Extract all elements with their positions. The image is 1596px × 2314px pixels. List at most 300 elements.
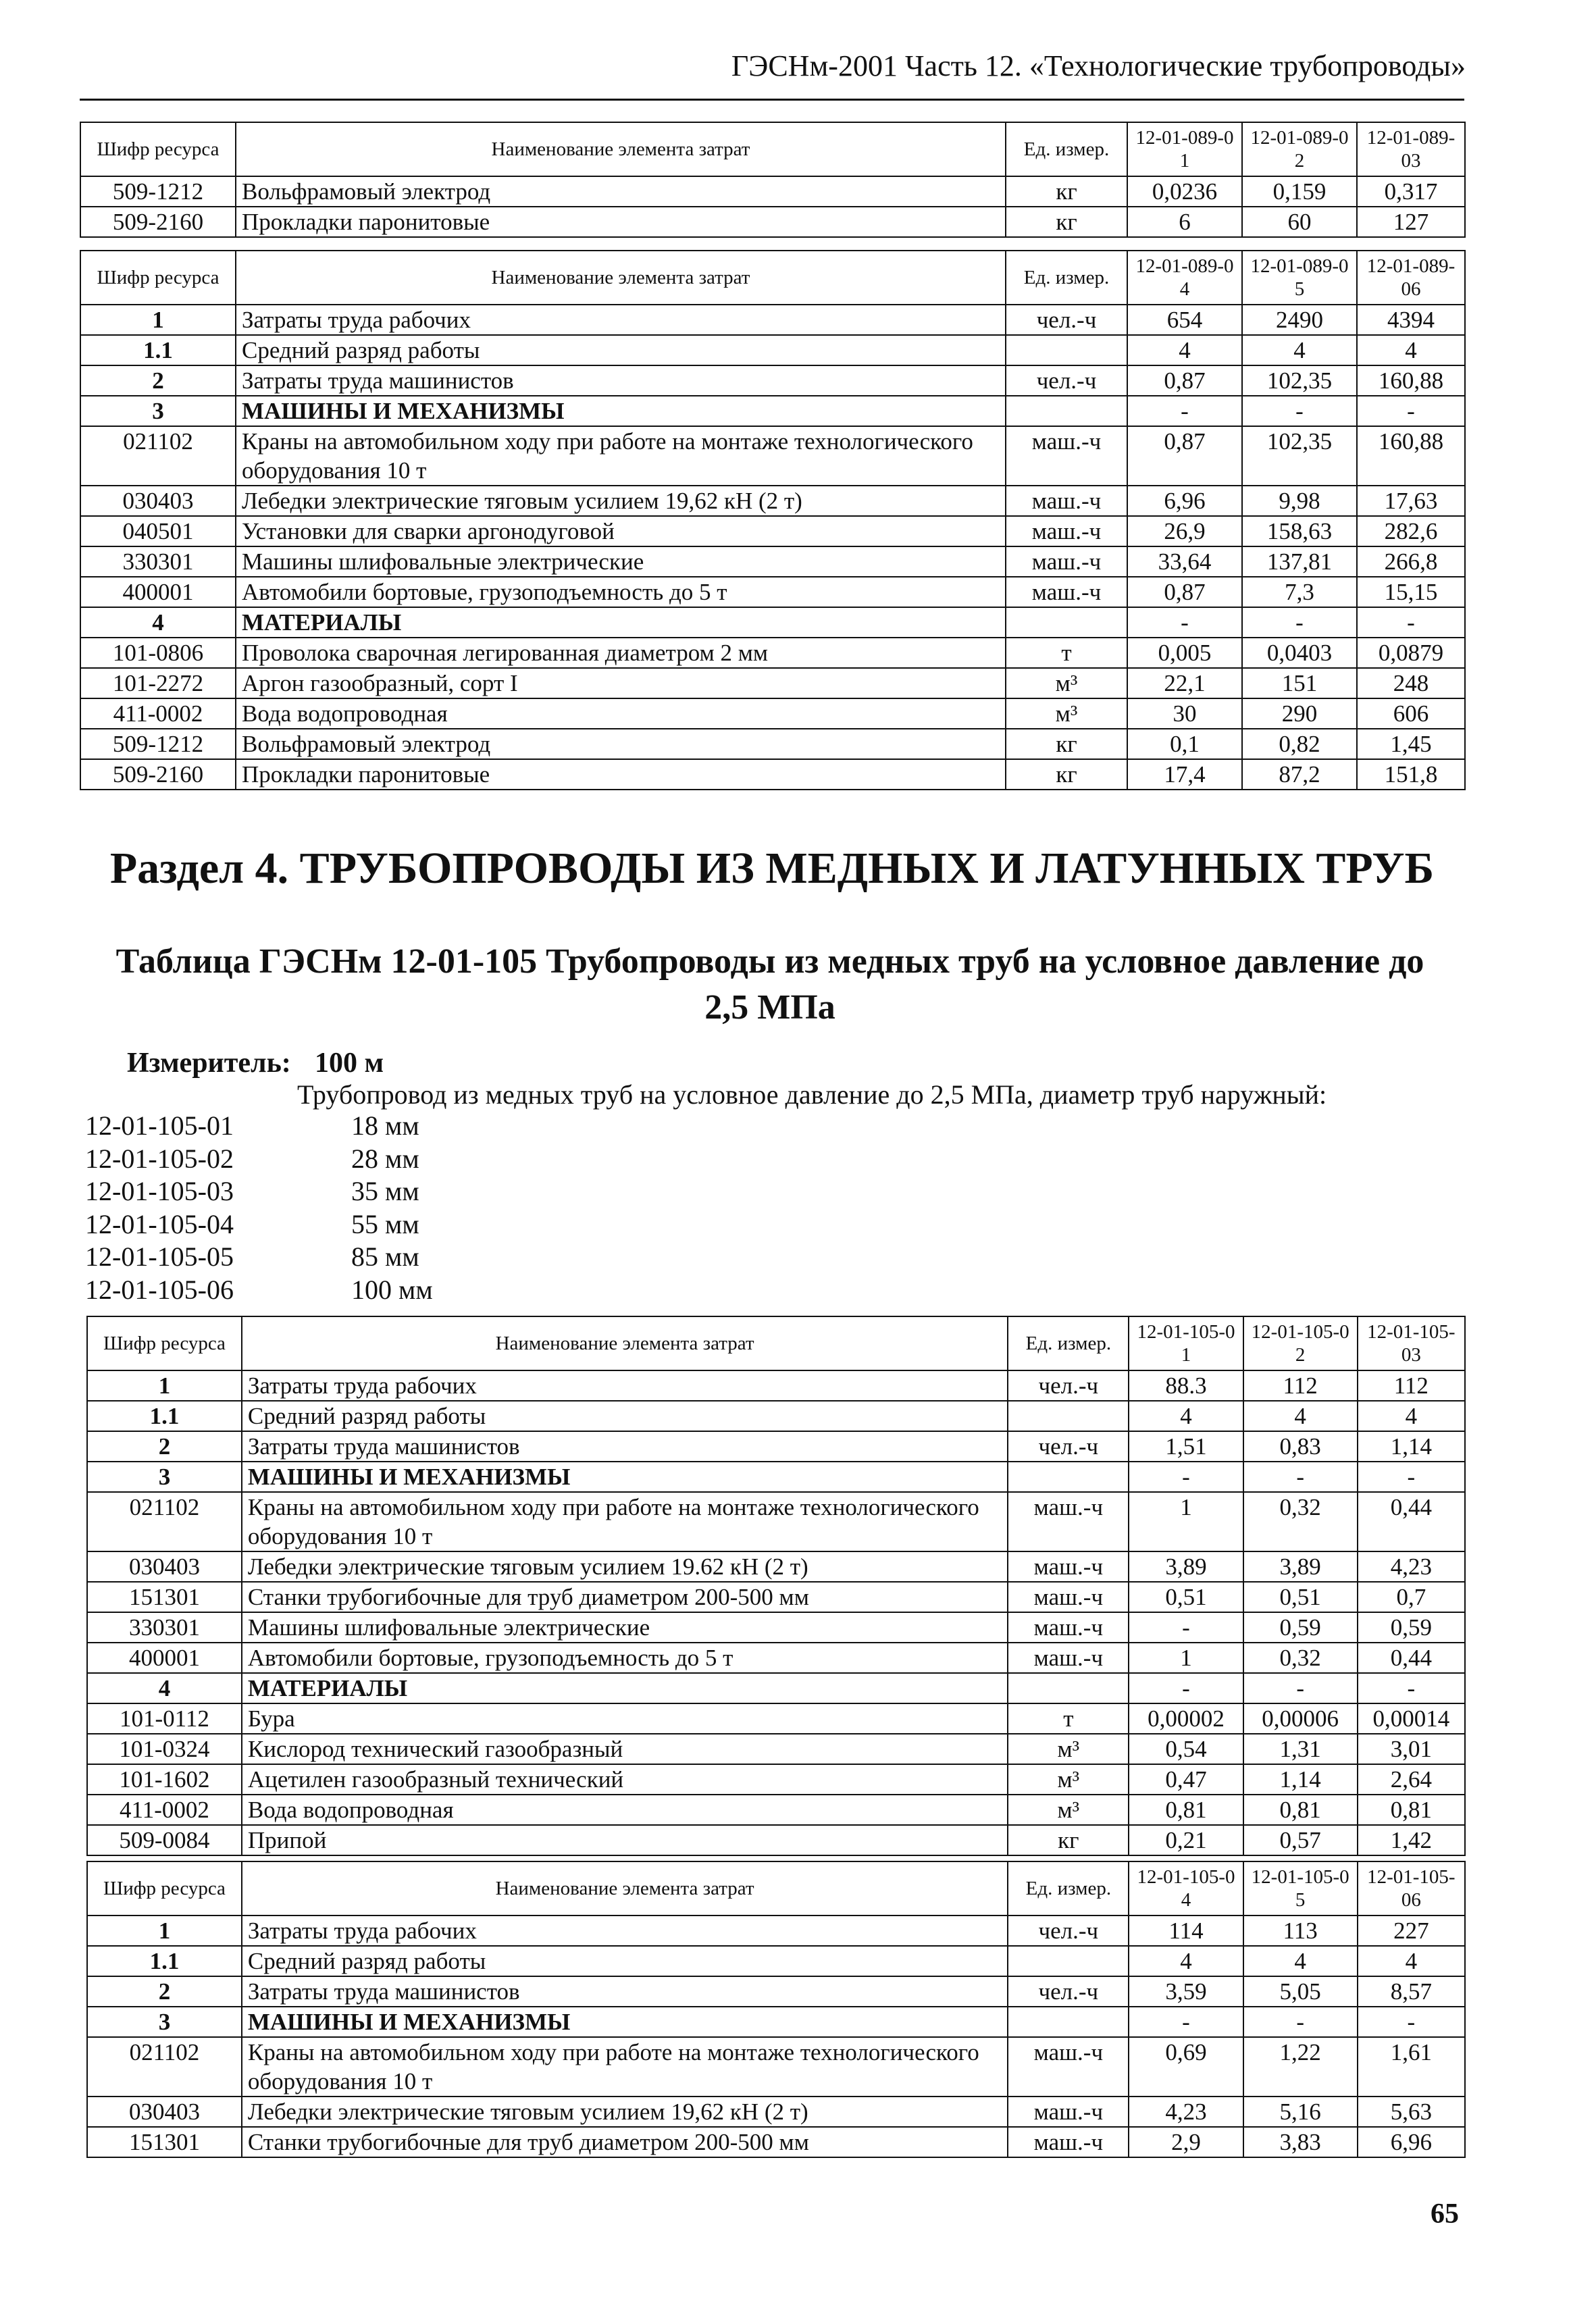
resource-name: МАШИНЫ И МЕХАНИЗМЫ — [242, 1462, 1008, 1492]
resource-code: 4 — [80, 607, 236, 638]
table-row — [87, 1492, 1465, 1551]
resource-value: 0,51 — [1129, 1582, 1243, 1612]
resource-value: - — [1243, 1673, 1358, 1703]
resource-value: 87,2 — [1242, 759, 1357, 790]
resource-name: Вольфрамовый электрод — [236, 729, 1006, 759]
table-row — [87, 1643, 1465, 1673]
resource-unit — [1008, 1401, 1129, 1431]
resource-value: 6,96 — [1358, 2127, 1465, 2157]
resource-value: 158,63 — [1242, 516, 1357, 546]
resource-value: 0,82 — [1242, 729, 1357, 759]
norm-code: 12-01-105-04 — [85, 1208, 234, 1239]
resource-value: 0,1 — [1127, 729, 1242, 759]
resource-value: 112 — [1358, 1370, 1465, 1401]
resource-code: 101-1602 — [87, 1764, 242, 1795]
resource-value: 0,0879 — [1357, 638, 1465, 668]
resource-value: 1,51 — [1129, 1431, 1243, 1462]
resource-unit: маш.-ч — [1008, 2037, 1129, 2097]
resource-unit — [1008, 1673, 1129, 1703]
list-item — [85, 1143, 558, 1176]
resource-value: 33,64 — [1127, 546, 1242, 577]
resource-value: 4 — [1243, 1401, 1358, 1431]
resource-unit: чел.-ч — [1008, 1431, 1129, 1462]
table-row — [80, 396, 1465, 426]
norm-code: 12-01-105-02 — [85, 1143, 234, 1174]
resource-value: 266,8 — [1357, 546, 1465, 577]
resource-table-089-b — [80, 250, 1466, 790]
resource-table-089-a — [80, 122, 1466, 238]
column-header-name: Наименование элемента затрат — [236, 251, 1006, 305]
resource-value: 88.3 — [1129, 1370, 1243, 1401]
resource-unit: маш.-ч — [1008, 2127, 1129, 2157]
resource-value: 0,87 — [1127, 365, 1242, 396]
resource-name: Лебедки электрические тяговым усилием 19,62 кН (2 т) — [236, 486, 1006, 516]
resource-value: 5,16 — [1243, 2097, 1358, 2127]
resource-value: 0,81 — [1129, 1795, 1243, 1825]
column-header-norm: 12-01-105-01 — [1129, 1316, 1243, 1370]
norm-code: 12-01-105-01 — [85, 1110, 234, 1141]
resource-code: 509-1212 — [80, 176, 236, 207]
resource-name: Затраты труда машинистов — [242, 1976, 1008, 2007]
resource-value: - — [1358, 2007, 1465, 2037]
resource-value: - — [1127, 396, 1242, 426]
resource-value: 248 — [1357, 668, 1465, 698]
resource-value: 127 — [1357, 207, 1465, 237]
resource-value: - — [1358, 1462, 1465, 1492]
resource-value: 4 — [1127, 335, 1242, 365]
resource-code: 1.1 — [80, 335, 236, 365]
resource-value: 60 — [1242, 207, 1357, 237]
resource-value: 0,69 — [1129, 2037, 1243, 2097]
resource-code: 030403 — [80, 486, 236, 516]
resource-code: 330301 — [80, 546, 236, 577]
table-row — [87, 1795, 1465, 1825]
resource-name: Лебедки электрические тяговым усилием 19,62 кН (2 т) — [242, 2097, 1008, 2127]
resource-value: 0,81 — [1358, 1795, 1465, 1825]
column-header-norm: 12-01-105-06 — [1358, 1861, 1465, 1916]
resource-value: 113 — [1243, 1916, 1358, 1946]
header-divider — [80, 99, 1464, 101]
resource-value: 9,98 — [1242, 486, 1357, 516]
table-row — [87, 1612, 1465, 1643]
resource-unit: маш.-ч — [1008, 1492, 1129, 1551]
resource-name: Припой — [242, 1825, 1008, 1855]
resource-value: 0,81 — [1243, 1795, 1358, 1825]
resource-value: 290 — [1242, 698, 1357, 729]
norm-code: 12-01-105-06 — [85, 1274, 234, 1305]
resource-value: 137,81 — [1242, 546, 1357, 577]
column-header-norm: 12-01-105-02 — [1243, 1316, 1358, 1370]
resource-value: 102,35 — [1242, 365, 1357, 396]
resource-code: 509-2160 — [80, 207, 236, 237]
resource-value: 0,00006 — [1243, 1703, 1358, 1734]
resource-unit — [1008, 1946, 1129, 1976]
resource-code: 101-0112 — [87, 1703, 242, 1734]
column-header-unit: Ед. измер. — [1006, 251, 1127, 305]
resource-code: 021102 — [80, 426, 236, 486]
resource-unit: м³ — [1006, 698, 1127, 729]
resource-code: 1 — [87, 1370, 242, 1401]
resource-code: 101-0806 — [80, 638, 236, 668]
resource-name: Аргон газообразный, сорт I — [236, 668, 1006, 698]
table-row — [87, 1703, 1465, 1734]
pipe-diameter: 18 мм — [351, 1110, 419, 1141]
resource-value: - — [1127, 607, 1242, 638]
resource-value: 4394 — [1357, 305, 1465, 335]
resource-value: 2,64 — [1358, 1764, 1465, 1795]
resource-name: Вольфрамовый электрод — [236, 176, 1006, 207]
resource-code: 021102 — [87, 1492, 242, 1551]
column-header-norm: 12-01-089-04 — [1127, 251, 1242, 305]
resource-code: 151301 — [87, 1582, 242, 1612]
table-row — [80, 335, 1465, 365]
resource-value: 0,005 — [1127, 638, 1242, 668]
resource-unit: т — [1006, 638, 1127, 668]
resource-unit: маш.-ч — [1008, 1551, 1129, 1582]
resource-value: - — [1242, 396, 1357, 426]
resource-unit: маш.-ч — [1008, 1643, 1129, 1673]
table-row — [87, 2007, 1465, 2037]
resource-value: 227 — [1358, 1916, 1465, 1946]
resource-value: 4 — [1129, 1946, 1243, 1976]
resource-code: 509-1212 — [80, 729, 236, 759]
table-row — [80, 729, 1465, 759]
resource-value: 4 — [1129, 1401, 1243, 1431]
resource-value: 606 — [1357, 698, 1465, 729]
norm-code-list — [85, 1110, 558, 1306]
column-header-code: Шифр ресурса — [80, 251, 236, 305]
column-header-norm: 12-01-089-05 — [1242, 251, 1357, 305]
resource-name: Краны на автомобильном ходу при работе на монтаже технологического оборудования 10 т — [242, 1492, 1008, 1551]
table-row — [87, 1825, 1465, 1855]
resource-code: 400001 — [87, 1643, 242, 1673]
resource-unit: чел.-ч — [1006, 305, 1127, 335]
resource-name: Лебедки электрические тяговым усилием 19.62 кН (2 т) — [242, 1551, 1008, 1582]
table-row — [87, 1916, 1465, 1946]
resource-name: Прокладки паронитовые — [236, 759, 1006, 790]
resource-value: - — [1243, 1462, 1358, 1492]
resource-unit: маш.-ч — [1008, 1612, 1129, 1643]
resource-value: - — [1357, 607, 1465, 638]
resource-code: 4 — [87, 1673, 242, 1703]
resource-unit: маш.-ч — [1008, 1582, 1129, 1612]
resource-value: 30 — [1127, 698, 1242, 729]
resource-table-105-b — [86, 1861, 1466, 2158]
table-row — [80, 759, 1465, 790]
resource-value: 0,87 — [1127, 577, 1242, 607]
pipe-diameter: 85 мм — [351, 1241, 419, 1272]
resource-value: 0,21 — [1129, 1825, 1243, 1855]
resource-name: Ацетилен газообразный технический — [242, 1764, 1008, 1795]
resource-value: - — [1129, 1462, 1243, 1492]
section-title: Раздел 4. ТРУБОПРОВОДЫ ИЗ МЕДНЫХ И ЛАТУННЫХ ТРУБ — [109, 844, 1435, 893]
resource-value: - — [1242, 607, 1357, 638]
resource-value: 4,23 — [1129, 2097, 1243, 2127]
norm-code: 12-01-105-03 — [85, 1176, 234, 1206]
resource-code: 509-0084 — [87, 1825, 242, 1855]
table-row — [80, 546, 1465, 577]
table-row — [80, 176, 1465, 207]
resource-value: 2490 — [1242, 305, 1357, 335]
resource-value: 0,54 — [1129, 1734, 1243, 1764]
table-row — [87, 1582, 1465, 1612]
resource-name: Машины шлифовальные электрические — [242, 1612, 1008, 1643]
table-row — [87, 2037, 1465, 2097]
meter-value: 100 м — [315, 1048, 384, 1079]
resource-unit: маш.-ч — [1006, 426, 1127, 486]
resource-name: Кислород технический газообразный — [242, 1734, 1008, 1764]
resource-unit — [1008, 1462, 1129, 1492]
resource-name: Затраты труда рабочих — [242, 1370, 1008, 1401]
resource-code: 2 — [87, 1431, 242, 1462]
table-row — [87, 1431, 1465, 1462]
column-header-norm: 12-01-105-05 — [1243, 1861, 1358, 1916]
resource-unit: кг — [1006, 176, 1127, 207]
resource-unit: чел.-ч — [1008, 1370, 1129, 1401]
resource-name: Затраты труда рабочих — [236, 305, 1006, 335]
resource-value: 160,88 — [1357, 365, 1465, 396]
resource-code: 2 — [80, 365, 236, 396]
resource-value: 4 — [1358, 1946, 1465, 1976]
column-header-norm: 12-01-089-03 — [1357, 122, 1465, 176]
resource-value: 6,96 — [1127, 486, 1242, 516]
table-row — [87, 1370, 1465, 1401]
resource-value: 4 — [1243, 1946, 1358, 1976]
table-row — [80, 577, 1465, 607]
resource-unit: кг — [1006, 729, 1127, 759]
resource-value: 0,87 — [1127, 426, 1242, 486]
resource-value: 4 — [1242, 335, 1357, 365]
table-row — [87, 1764, 1465, 1795]
table-row — [80, 668, 1465, 698]
table-row — [80, 207, 1465, 237]
resource-value: 5,63 — [1358, 2097, 1465, 2127]
resource-code: 1 — [80, 305, 236, 335]
resource-unit: маш.-ч — [1006, 486, 1127, 516]
resource-code: 400001 — [80, 577, 236, 607]
list-item — [85, 1110, 558, 1143]
resource-unit — [1006, 607, 1127, 638]
resource-unit: чел.-ч — [1008, 1976, 1129, 2007]
resource-value: 0,59 — [1358, 1612, 1465, 1643]
pipe-diameter: 35 мм — [351, 1176, 419, 1206]
table-header-row — [80, 251, 1465, 305]
resource-name: МАТЕРИАЛЫ — [236, 607, 1006, 638]
table-row — [87, 1401, 1465, 1431]
resource-value: 3,89 — [1243, 1551, 1358, 1582]
resource-code: 1 — [87, 1916, 242, 1946]
resource-value: 0,159 — [1242, 176, 1357, 207]
resource-unit: маш.-ч — [1006, 546, 1127, 577]
table-row — [80, 426, 1465, 486]
resource-value: 15,15 — [1357, 577, 1465, 607]
table-title: Таблица ГЭСНм 12-01-105 Трубопроводы из медных труб на условное давление до 2,5 МПа — [115, 942, 1424, 1027]
table-description: Трубопровод из медных труб на условное давление до 2,5 МПа, диаметр труб наружный: — [297, 1079, 1327, 1110]
table-row — [87, 2127, 1465, 2157]
resource-name: Затраты труда машинистов — [242, 1431, 1008, 1462]
pipe-diameter: 100 мм — [351, 1274, 433, 1305]
resource-value: 0,44 — [1358, 1643, 1465, 1673]
resource-value: 1,14 — [1358, 1431, 1465, 1462]
resource-value: 0,44 — [1358, 1492, 1465, 1551]
resource-name: МАТЕРИАЛЫ — [242, 1673, 1008, 1703]
resource-value: 114 — [1129, 1916, 1243, 1946]
resource-code: 040501 — [80, 516, 236, 546]
resource-unit: м³ — [1008, 1734, 1129, 1764]
resource-value: 7,3 — [1242, 577, 1357, 607]
resource-value: 3,89 — [1129, 1551, 1243, 1582]
resource-value: - — [1358, 1673, 1465, 1703]
resource-value: 1 — [1129, 1643, 1243, 1673]
resource-code: 3 — [87, 2007, 242, 2037]
resource-name: Автомобили бортовые, грузоподъемность до 5 т — [242, 1643, 1008, 1673]
resource-value: 0,57 — [1243, 1825, 1358, 1855]
resource-value: 282,6 — [1357, 516, 1465, 546]
resource-code: 101-0324 — [87, 1734, 242, 1764]
table-row — [87, 1551, 1465, 1582]
resource-value: 22,1 — [1127, 668, 1242, 698]
resource-code: 411-0002 — [87, 1795, 242, 1825]
resource-unit — [1006, 335, 1127, 365]
resource-value: 8,57 — [1358, 1976, 1465, 2007]
resource-unit: маш.-ч — [1006, 516, 1127, 546]
resource-name: Автомобили бортовые, грузоподъемность до 5 т — [236, 577, 1006, 607]
resource-value: 0,00014 — [1358, 1703, 1465, 1734]
list-item — [85, 1208, 558, 1241]
resource-value: 112 — [1243, 1370, 1358, 1401]
resource-value: 1,22 — [1243, 2037, 1358, 2097]
resource-value: 0,32 — [1243, 1492, 1358, 1551]
resource-value: 151 — [1242, 668, 1357, 698]
resource-name: МАШИНЫ И МЕХАНИЗМЫ — [242, 2007, 1008, 2037]
column-header-norm: 12-01-105-04 — [1129, 1861, 1243, 1916]
column-header-unit: Ед. измер. — [1006, 122, 1127, 176]
resource-value: 26,9 — [1127, 516, 1242, 546]
resource-unit: маш.-ч — [1006, 577, 1127, 607]
resource-value: 6 — [1127, 207, 1242, 237]
resource-value: 2,9 — [1129, 2127, 1243, 2157]
resource-value: 0,51 — [1243, 1582, 1358, 1612]
table-row — [87, 1734, 1465, 1764]
running-header: ГЭСНм-2001 Часть 12. «Технологические трубопроводы» — [731, 49, 1466, 82]
resource-value: 0,47 — [1129, 1764, 1243, 1795]
resource-name: Проволока сварочная легированная диаметром 2 мм — [236, 638, 1006, 668]
resource-code: 151301 — [87, 2127, 242, 2157]
resource-value: 0,32 — [1243, 1643, 1358, 1673]
resource-value: 1,45 — [1357, 729, 1465, 759]
resource-value: 5,05 — [1243, 1976, 1358, 2007]
column-header-unit: Ед. измер. — [1008, 1316, 1129, 1370]
resource-name: Прокладки паронитовые — [236, 207, 1006, 237]
resource-code: 3 — [87, 1462, 242, 1492]
resource-value: - — [1129, 2007, 1243, 2037]
resource-unit — [1006, 396, 1127, 426]
resource-code: 021102 — [87, 2037, 242, 2097]
resource-code: 330301 — [87, 1612, 242, 1643]
resource-unit: чел.-ч — [1006, 365, 1127, 396]
resource-value: 0,317 — [1357, 176, 1465, 207]
resource-code: 509-2160 — [80, 759, 236, 790]
resource-value: 151,8 — [1357, 759, 1465, 790]
resource-unit: м³ — [1006, 668, 1127, 698]
resource-code: 101-2272 — [80, 668, 236, 698]
table-row — [87, 2097, 1465, 2127]
column-header-code: Шифр ресурса — [87, 1861, 242, 1916]
column-header-norm: 12-01-089-02 — [1242, 122, 1357, 176]
resource-name: Станки трубогибочные для труб диаметром 200-500 мм — [242, 1582, 1008, 1612]
resource-unit — [1008, 2007, 1129, 2037]
resource-unit: маш.-ч — [1008, 2097, 1129, 2127]
pipe-diameter: 55 мм — [351, 1208, 419, 1239]
resource-name: Затраты труда машинистов — [236, 365, 1006, 396]
resource-value: 0,0236 — [1127, 176, 1242, 207]
column-header-name: Наименование элемента затрат — [242, 1316, 1008, 1370]
resource-name: Затраты труда рабочих — [242, 1916, 1008, 1946]
column-header-norm: 12-01-089-06 — [1357, 251, 1465, 305]
resource-value: 4 — [1358, 1401, 1465, 1431]
resource-value: 1,14 — [1243, 1764, 1358, 1795]
column-header-name: Наименование элемента затрат — [242, 1861, 1008, 1916]
resource-value: 3,59 — [1129, 1976, 1243, 2007]
list-item — [85, 1274, 558, 1307]
resource-name: Краны на автомобильном ходу при работе на монтаже технологического оборудования 10 т — [242, 2037, 1008, 2097]
meter-label: Измеритель: — [127, 1048, 291, 1079]
resource-name: Бура — [242, 1703, 1008, 1734]
resource-unit: т — [1008, 1703, 1129, 1734]
resource-name: Средний разряд работы — [236, 335, 1006, 365]
column-header-norm: 12-01-089-01 — [1127, 122, 1242, 176]
table-row — [80, 698, 1465, 729]
resource-value: 1,31 — [1243, 1734, 1358, 1764]
resource-unit: кг — [1006, 759, 1127, 790]
resource-code: 030403 — [87, 2097, 242, 2127]
table-row — [87, 1673, 1465, 1703]
resource-value: 160,88 — [1357, 426, 1465, 486]
table-row — [80, 305, 1465, 335]
table-row — [87, 1946, 1465, 1976]
resource-value: 17,63 — [1357, 486, 1465, 516]
resource-value: - — [1357, 396, 1465, 426]
table-row — [80, 607, 1465, 638]
resource-value: - — [1129, 1673, 1243, 1703]
resource-name: Краны на автомобильном ходу при работе на монтаже технологического оборудования 10 т — [236, 426, 1006, 486]
page-number: 65 — [1431, 2199, 1459, 2230]
table-row — [80, 365, 1465, 396]
resource-name: Вода водопроводная — [242, 1795, 1008, 1825]
table-row — [80, 516, 1465, 546]
resource-unit: чел.-ч — [1008, 1916, 1129, 1946]
resource-value: 1 — [1129, 1492, 1243, 1551]
resource-code: 1.1 — [87, 1946, 242, 1976]
resource-code: 030403 — [87, 1551, 242, 1582]
table-row — [80, 486, 1465, 516]
column-header-name: Наименование элемента затрат — [236, 122, 1006, 176]
resource-unit: кг — [1006, 207, 1127, 237]
resource-value: 0,00002 — [1129, 1703, 1243, 1734]
column-header-norm: 12-01-105-03 — [1358, 1316, 1465, 1370]
resource-value: - — [1243, 2007, 1358, 2037]
resource-name: Машины шлифовальные электрические — [236, 546, 1006, 577]
resource-value: 102,35 — [1242, 426, 1357, 486]
column-header-code: Шифр ресурса — [80, 122, 236, 176]
table-row — [80, 638, 1465, 668]
list-item — [85, 1241, 558, 1274]
resource-table-105-a — [86, 1316, 1466, 1856]
resource-value: 3,83 — [1243, 2127, 1358, 2157]
norm-code: 12-01-105-05 — [85, 1241, 234, 1272]
resource-value: - — [1129, 1612, 1243, 1643]
resource-value: 0,0403 — [1242, 638, 1357, 668]
